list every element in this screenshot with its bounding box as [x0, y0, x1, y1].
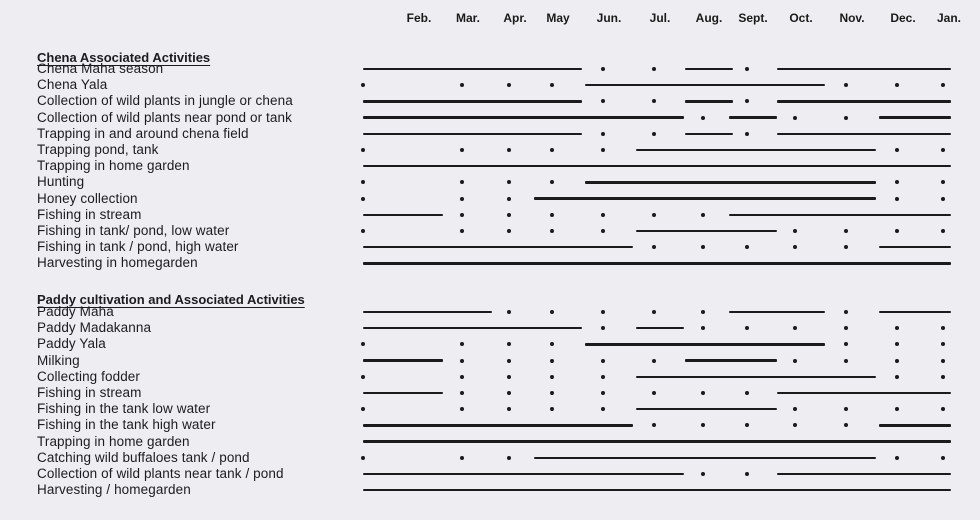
activity-dot — [941, 229, 945, 233]
activity-dot — [652, 99, 656, 103]
month-header: Dec. — [890, 11, 916, 25]
activity-dot — [601, 213, 605, 217]
activity-dot — [701, 391, 705, 395]
activity-dot — [745, 99, 749, 103]
activity-dot — [652, 391, 656, 395]
activity-dot — [941, 148, 945, 152]
activity-bar — [685, 359, 777, 362]
activity-dot — [941, 375, 945, 379]
activity-label: Collecting fodder — [37, 368, 141, 384]
activity-dot — [460, 456, 464, 460]
activity-dot — [895, 407, 899, 411]
activity-dot — [550, 407, 554, 411]
activity-dot — [844, 83, 848, 87]
activity-dot — [701, 326, 705, 330]
activity-dot — [507, 197, 511, 201]
activity-dot — [361, 456, 365, 460]
activity-dot — [507, 391, 511, 395]
activity-dot — [793, 359, 797, 363]
activity-dot — [550, 375, 554, 379]
activity-dot — [793, 229, 797, 233]
month-header: Apr. — [503, 11, 527, 25]
activity-bar — [363, 473, 684, 476]
activity-dot — [601, 407, 605, 411]
activity-bar — [685, 100, 733, 103]
activity-bar — [534, 197, 876, 200]
activity-bar — [585, 181, 876, 184]
activity-dot — [895, 375, 899, 379]
activity-dot — [460, 213, 464, 217]
activity-dot — [895, 197, 899, 201]
activity-dot — [844, 342, 848, 346]
activity-dot — [361, 342, 365, 346]
activity-dot — [507, 359, 511, 363]
activity-label: Paddy Madakanna — [37, 320, 152, 336]
activity-dot — [793, 423, 797, 427]
activity-bar — [685, 68, 733, 71]
activity-bar — [636, 327, 684, 330]
activity-dot — [745, 472, 749, 476]
month-header: Mar. — [455, 11, 481, 25]
activity-dot — [941, 197, 945, 201]
activity-dot — [652, 423, 656, 427]
activity-dot — [701, 245, 705, 249]
activity-dot — [844, 229, 848, 233]
activity-dot — [941, 180, 945, 184]
activity-dot — [460, 407, 464, 411]
activity-bar — [363, 133, 582, 136]
activity-bar — [363, 440, 951, 443]
activity-dot — [460, 180, 464, 184]
activity-label: Paddy Maha — [37, 304, 114, 319]
activity-dot — [460, 83, 464, 87]
activity-dot — [793, 326, 797, 330]
activity-dot — [550, 83, 554, 87]
activity-dot — [844, 116, 848, 120]
activity-dot — [601, 229, 605, 233]
activity-dot — [460, 197, 464, 201]
activity-bar — [777, 473, 951, 476]
activity-dot — [701, 472, 705, 476]
activity-bar — [685, 133, 733, 136]
activity-dot — [460, 148, 464, 152]
activity-dot — [361, 197, 365, 201]
activity-dot — [895, 342, 899, 346]
activity-bar — [879, 424, 951, 427]
month-header: Oct. — [789, 11, 813, 25]
activity-label: Paddy Yala — [37, 336, 106, 352]
activity-label: Fishing in the tank high water — [37, 417, 216, 433]
activity-label: Fishing in tank/ pond, low water — [37, 223, 230, 238]
activity-dot — [941, 359, 945, 363]
activity-dot — [601, 67, 605, 71]
activity-label: Collection of wild plants near tank / pond — [37, 466, 284, 481]
month-header: May — [546, 11, 570, 25]
activity-dot — [601, 326, 605, 330]
activity-bar — [585, 84, 825, 87]
activity-dot — [601, 99, 605, 103]
activity-dot — [550, 359, 554, 363]
activity-bar — [363, 246, 633, 249]
activity-dot — [652, 359, 656, 363]
activity-dot — [507, 148, 511, 152]
activity-label: Milking — [37, 352, 80, 368]
activity-bar — [363, 311, 492, 314]
activity-dot — [507, 180, 511, 184]
activity-bar — [363, 359, 443, 362]
activity-label: Collection of wild plants near pond or tank — [37, 109, 292, 125]
activity-bar — [585, 343, 825, 346]
activity-label: Catching wild buffaloes tank / pond — [37, 449, 250, 465]
month-header: Nov. — [839, 11, 865, 25]
activity-label: Fishing in stream — [37, 385, 142, 400]
activity-dot — [941, 456, 945, 460]
activity-dot — [361, 407, 365, 411]
activity-dot — [361, 229, 365, 233]
activity-dot — [895, 326, 899, 330]
activity-bar — [729, 311, 825, 314]
activity-bar — [879, 311, 951, 314]
activity-dot — [793, 245, 797, 249]
activity-bar — [879, 116, 951, 119]
activity-bar — [636, 149, 876, 152]
activity-dot — [460, 375, 464, 379]
activity-bar — [363, 262, 951, 265]
activity-dot — [550, 213, 554, 217]
activity-dot — [460, 342, 464, 346]
activity-dot — [701, 423, 705, 427]
activity-dot — [507, 83, 511, 87]
activity-bar — [777, 68, 951, 71]
activity-bar — [363, 68, 582, 71]
activity-dot — [601, 148, 605, 152]
activity-bar — [879, 246, 951, 249]
activity-dot — [895, 83, 899, 87]
activity-dot — [844, 359, 848, 363]
activity-dot — [941, 407, 945, 411]
activity-dot — [745, 391, 749, 395]
activity-label: Trapping in home garden — [37, 433, 190, 449]
activity-dot — [550, 148, 554, 152]
activity-bar — [363, 424, 633, 427]
activity-label: Hunting — [37, 174, 85, 190]
activity-label: Trapping in home garden — [37, 158, 190, 174]
activity-bar — [534, 457, 876, 460]
activity-dot — [745, 132, 749, 136]
activity-dot — [844, 326, 848, 330]
activity-dot — [844, 310, 848, 314]
activity-dot — [507, 456, 511, 460]
activity-dot — [793, 116, 797, 120]
activity-dot — [652, 213, 656, 217]
month-header: Aug. — [695, 11, 723, 25]
activity-dot — [361, 375, 365, 379]
activity-dot — [507, 375, 511, 379]
activity-dot — [652, 245, 656, 249]
activity-bar — [363, 100, 582, 103]
activity-dot — [550, 342, 554, 346]
month-header: Jul. — [649, 11, 671, 25]
activity-bar — [363, 165, 951, 168]
activity-dot — [652, 67, 656, 71]
activity-dot — [652, 132, 656, 136]
activity-bar — [636, 408, 777, 411]
activity-dot — [844, 407, 848, 411]
activity-dot — [361, 180, 365, 184]
activity-dot — [745, 67, 749, 71]
activity-bar — [777, 133, 951, 136]
activity-dot — [460, 359, 464, 363]
activity-dot — [895, 180, 899, 184]
activity-dot — [895, 148, 899, 152]
activity-dot — [601, 391, 605, 395]
activity-label: Chena Yala — [37, 77, 108, 93]
activity-dot — [941, 342, 945, 346]
activity-dot — [550, 229, 554, 233]
activity-dot — [844, 423, 848, 427]
activity-bar — [729, 214, 951, 217]
activity-dot — [361, 83, 365, 87]
activity-dot — [895, 359, 899, 363]
activity-label: Trapping in and around chena field — [37, 125, 249, 141]
activity-bar — [363, 327, 582, 330]
activity-dot — [793, 407, 797, 411]
activity-bar — [777, 392, 951, 395]
section-heading: Chena Associated Activities — [37, 50, 211, 65]
activity-dot — [941, 83, 945, 87]
activity-label: Harvesting in homegarden — [37, 255, 198, 271]
activity-bar — [729, 116, 777, 119]
activity-dot — [361, 148, 365, 152]
activity-dot — [601, 132, 605, 136]
activity-dot — [745, 245, 749, 249]
activity-dot — [601, 310, 605, 314]
activity-dot — [460, 391, 464, 395]
activity-dot — [895, 456, 899, 460]
activity-label: Fishing in tank / pond, high water — [37, 239, 239, 255]
activity-dot — [652, 310, 656, 314]
activity-dot — [895, 229, 899, 233]
section-heading: Paddy cultivation and Associated Activities — [37, 292, 305, 307]
activity-label: Fishing in stream — [37, 206, 142, 222]
activity-dot — [701, 310, 705, 314]
month-header: Jun. — [596, 11, 622, 25]
activity-dot — [844, 245, 848, 249]
activity-dot — [550, 391, 554, 395]
activity-bar — [363, 392, 443, 395]
activity-bar — [636, 376, 876, 379]
activity-dot — [745, 423, 749, 427]
activity-dot — [701, 116, 705, 120]
activity-label: Trapping pond, tank — [37, 142, 159, 157]
month-header: Jan. — [936, 11, 962, 25]
activity-bar — [363, 489, 951, 492]
activity-label: Honey collection — [37, 190, 138, 206]
activity-bar — [777, 100, 951, 103]
activity-label: Fishing in the tank low water — [37, 401, 211, 417]
activity-dot — [601, 375, 605, 379]
activity-dot — [507, 407, 511, 411]
activity-dot — [507, 310, 511, 314]
month-header: Feb. — [406, 11, 432, 25]
activity-dot — [601, 359, 605, 363]
activity-label: Collection of wild plants in jungle or chena — [37, 93, 293, 109]
activity-dot — [550, 310, 554, 314]
activity-dot — [507, 342, 511, 346]
activity-bar — [363, 116, 684, 119]
month-header: Sept. — [738, 11, 768, 25]
activity-dot — [701, 213, 705, 217]
activity-dot — [550, 180, 554, 184]
activity-dot — [507, 213, 511, 217]
activity-dot — [507, 229, 511, 233]
activity-label: Harvesting / homegarden — [37, 482, 191, 498]
activity-dot — [941, 326, 945, 330]
activity-label: Chena Maha season — [37, 61, 164, 76]
activity-bar — [363, 214, 443, 217]
activity-dot — [460, 229, 464, 233]
activity-bar — [636, 230, 777, 233]
activity-dot — [745, 326, 749, 330]
